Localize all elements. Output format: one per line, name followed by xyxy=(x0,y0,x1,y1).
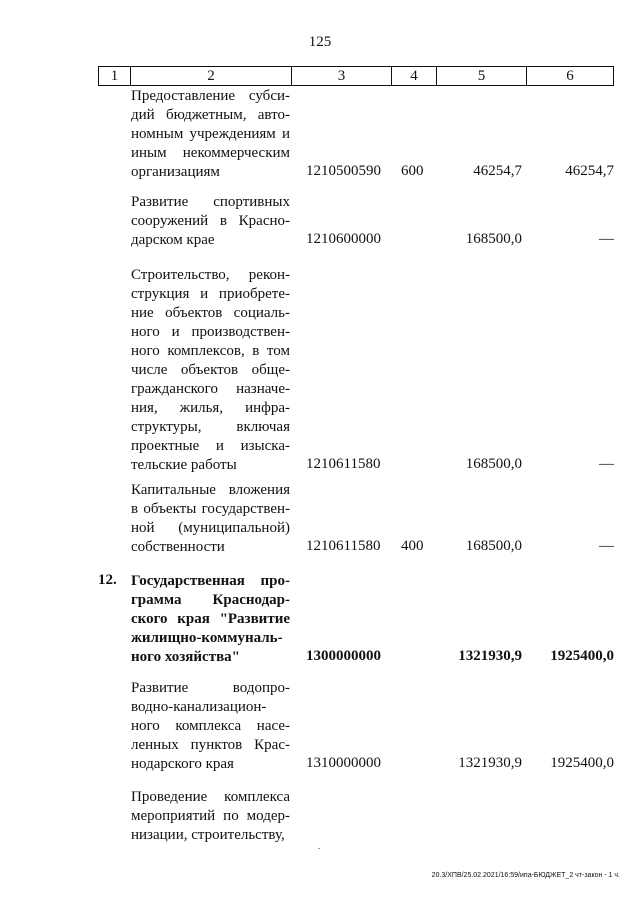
description-line: струкция и приобрете- xyxy=(131,286,290,302)
target-article-code: 1300000000 xyxy=(306,648,381,664)
description-line: мероприятий по модер- xyxy=(131,808,290,824)
description-line: Проведение комплекса xyxy=(131,789,290,805)
footer-stamp: 20.3/ХПВ/25.02.2021/16:59/ипа-БЮДЖЕТ_2 чт-закон - 1 ч. xyxy=(431,872,620,879)
header-col-2: 2 xyxy=(130,67,291,85)
description-line: ние объектов социаль- xyxy=(131,305,290,321)
description-line: ния, жилья, инфра- xyxy=(131,400,290,416)
header-col-5: 5 xyxy=(436,67,526,85)
description-line: ного хозяйства" xyxy=(131,649,240,665)
description-line: нодарского края xyxy=(131,756,234,772)
description-line: собственности xyxy=(131,539,225,555)
description-line: водно-канализацион- xyxy=(131,699,267,715)
description-line: ного комплексов, в том xyxy=(131,343,290,359)
description-line: ленных пунктов Крас- xyxy=(131,737,290,753)
description-line: в объекты государствен- xyxy=(131,501,290,517)
amount-year-1: 168500,0 xyxy=(465,538,522,554)
amount-year-2: — xyxy=(599,456,614,472)
row-number: 12. xyxy=(98,572,117,588)
expense-type-code: 600 xyxy=(401,163,424,179)
description-line: Строительство, рекон- xyxy=(131,267,290,283)
header-col-4: 4 xyxy=(391,67,436,85)
description-line: низации, строительству, xyxy=(131,827,285,843)
expense-type-code: 400 xyxy=(401,538,424,554)
description-line: иным некоммерческим xyxy=(131,145,290,161)
target-article-code: 1210611580 xyxy=(306,538,381,554)
description-line: Развитие водопро- xyxy=(131,680,290,696)
description-line: Развитие спортивных xyxy=(131,194,290,210)
description-line: грамма Краснодар- xyxy=(131,592,290,608)
amount-year-2: — xyxy=(599,538,614,554)
row-description xyxy=(131,572,290,667)
description-line: Капитальные вложения xyxy=(131,482,290,498)
description-line: номным учреждениям и xyxy=(131,126,290,142)
description-line: ского края "Развитие xyxy=(131,611,290,627)
header-col-3: 3 xyxy=(291,67,391,85)
amount-year-1: 168500,0 xyxy=(465,231,522,247)
amount-year-1: 168500,0 xyxy=(465,456,522,472)
header-col-1: 1 xyxy=(110,68,119,84)
description-line: структуры, включая xyxy=(131,419,290,435)
table-header xyxy=(98,66,614,86)
description-line: ного комплекса насе- xyxy=(131,718,290,734)
amount-year-2: 1925400,0 xyxy=(550,648,614,664)
amount-year-1: 1321930,9 xyxy=(458,755,522,771)
target-article-code: 1210611580 xyxy=(306,456,381,472)
description-line: проектные и изыска- xyxy=(131,438,290,454)
page-number: 125 xyxy=(308,34,332,50)
row-description xyxy=(131,679,290,774)
amount-year-1: 46254,7 xyxy=(473,163,522,179)
amount-year-2: — xyxy=(599,231,614,247)
scan-speck xyxy=(318,848,320,849)
description-line: гражданского назначе- xyxy=(131,381,290,397)
row-description xyxy=(131,481,290,557)
description-line: жилищно-коммуналь- xyxy=(131,630,283,646)
row-description xyxy=(131,266,290,475)
row-description xyxy=(131,193,290,250)
description-line: ного и производствен- xyxy=(131,324,290,340)
description-line: дий бюджетным, авто- xyxy=(131,107,290,123)
row-description xyxy=(131,87,290,182)
amount-year-2: 46254,7 xyxy=(565,163,614,179)
amount-year-2: 1925400,0 xyxy=(550,755,614,771)
description-line: сооружений в Красно- xyxy=(131,213,290,229)
description-line: дарском крае xyxy=(131,232,215,248)
target-article-code: 1310000000 xyxy=(306,755,381,771)
target-article-code: 1210600000 xyxy=(306,231,381,247)
description-line: Предоставление субси- xyxy=(131,88,290,104)
row-description xyxy=(131,788,290,845)
description-line: организациям xyxy=(131,164,220,180)
description-line: числе объектов обще- xyxy=(131,362,290,378)
amount-year-1: 1321930,9 xyxy=(458,648,522,664)
description-line: тельские работы xyxy=(131,457,237,473)
header-col-6: 6 xyxy=(526,67,613,85)
description-line: ной (муниципальной) xyxy=(131,520,290,536)
description-line: Государственная про- xyxy=(131,573,290,589)
target-article-code: 1210500590 xyxy=(306,163,381,179)
